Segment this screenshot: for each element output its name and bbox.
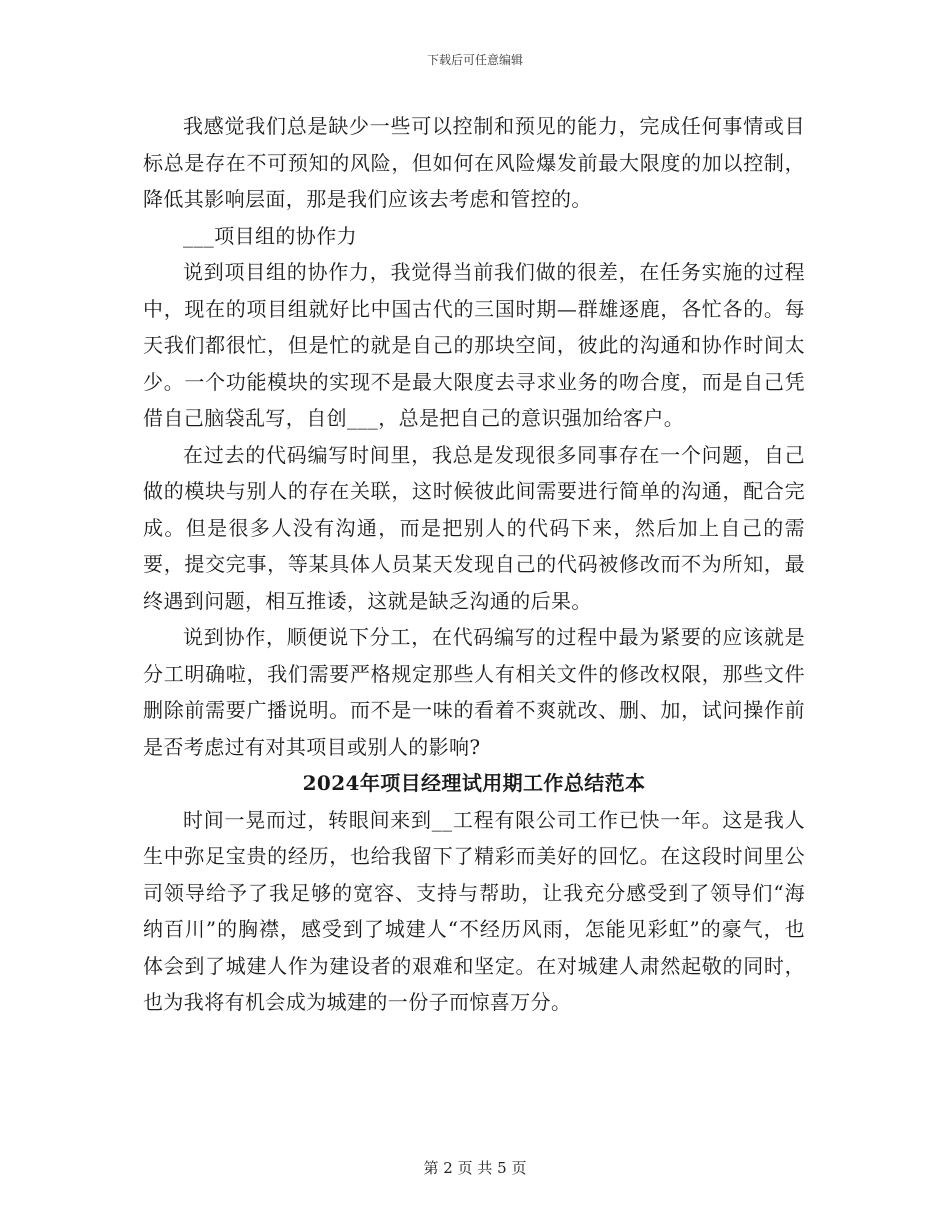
paragraph: 说到协作，顺便说下分工，在代码编写的过程中最为紧要的应该就是分工明确啦，我们需要严格规定那些人有相关文件的修改权限，那些文件删除前需要广播说明。而不是一味的看着不爽就改、删、加，试问操作前是否考虑过有对其项目或别人的影响? — [143, 625, 805, 759]
document-body — [143, 108, 805, 1021]
paragraph: 我感觉我们总是缺少一些可以控制和预见的能力，完成任何事情或目标总是存在不可预知的风险，但如何在风险爆发前最大限度的加以控制，降低其影响层面，那是我们应该去考虑和管控的。 — [143, 114, 805, 211]
paragraph: 时间一晃而过，转眼间来到__工程有限公司工作已快一年。这是我人生中弥足宝贵的经历，也给我留下了精彩而美好的回忆。在这段时间里公司领导给予了我足够的宽容、支持与帮助，让我充分感受到了领导们“海纳百川”的胸襟，感受到了城建人“不经历风雨，怎能见彩虹”的豪气，也体会到了城建人作为建设者的艰难和坚定。在对城建人肃然起敬的同时，也为我将有机会成为城建的一份子而惊喜万分。 — [143, 807, 805, 1014]
paragraph: 在过去的代码编写时间里，我总是发现很多同事存在一个问题，自己做的模块与别人的存在关联，这时候彼此间需要进行简单的沟通，配合完成。但是很多人没有沟通，而是把别人的代码下来，然后加上自己的需要，提交完事，等某具体人员某天发现自己的代码被修改而不为所知，最终遇到问题，相互推诿，这就是缺乏沟通的后果。 — [143, 442, 805, 613]
subheading: ___项目组的协作力 — [183, 223, 357, 248]
page-header: 下载后可任意编辑 — [426, 53, 523, 67]
page-footer: 第 2 页 共 5 页 — [423, 1159, 527, 1177]
section-title: 2024年项目经理试用期工作总结范本 — [302, 771, 646, 795]
paragraph: 说到项目组的协作力，我觉得当前我们做的很差，在任务实施的过程中，现在的项目组就好比中国古代的三国时期—群雄逐鹿，各忙各的。每天我们都很忙，但是忙的就是自己的那块空间，彼此的沟通和协作时间太少。一个功能模块的实现不是最大限度去寻求业务的吻合度，而是自己凭借自己脑袋乱写，自创___，总是把自己的意识强加给客户。 — [143, 260, 805, 430]
